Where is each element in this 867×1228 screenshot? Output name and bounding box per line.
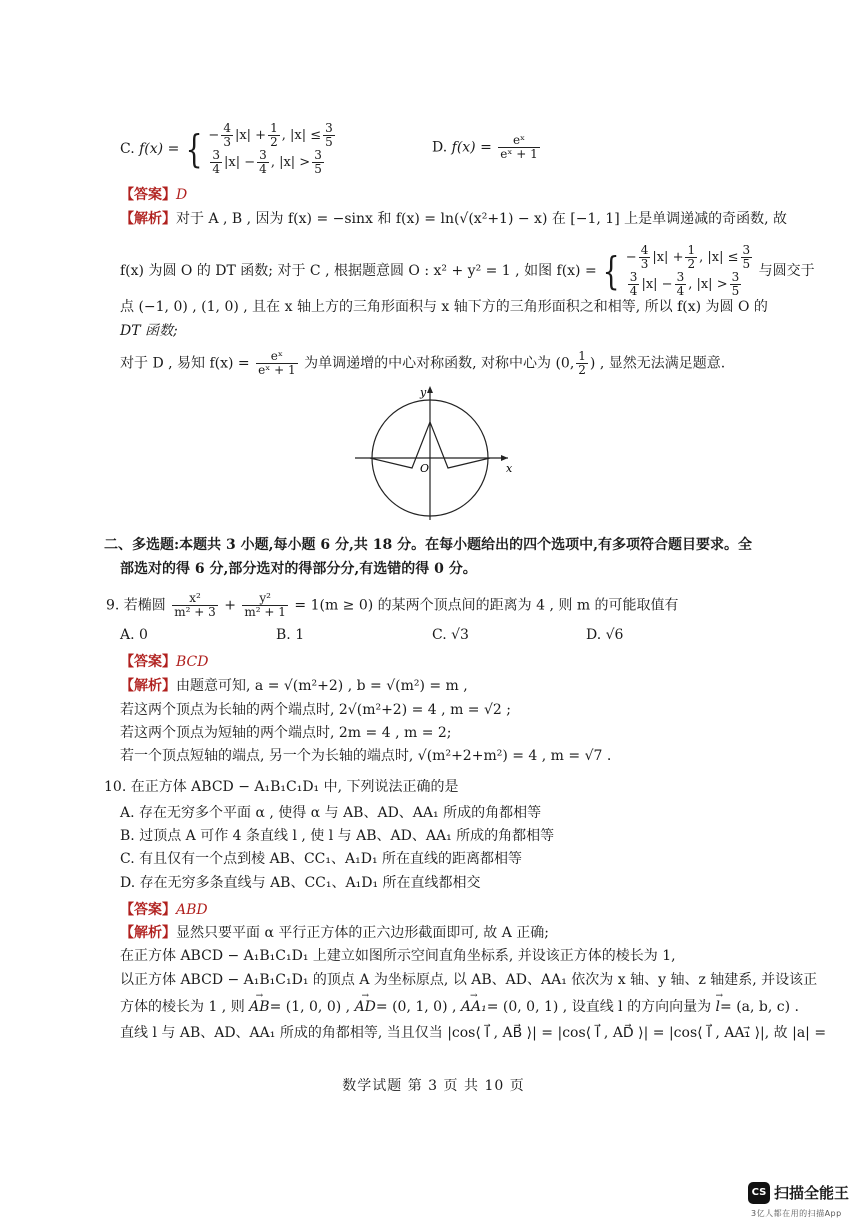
analysis-line: 在正方体 ABCD − A₁B₁C₁D₁ 上建立如图所示空间直角坐标系, 并设该正方体的棱长为 1, — [120, 948, 676, 964]
answer-label: 【答案】BCD — [120, 654, 209, 670]
y-axis-label: y — [420, 386, 427, 399]
q9-option-b: B. 1 — [276, 627, 305, 643]
analysis-line: 若这两个顶点为短轴的两个端点时, 2m = 4 , m = 2; — [120, 725, 452, 741]
analysis-line: 【解析】对于 A , B , 因为 f(x) = −sinx 和 f(x) = ln(√(x²+1) − x) 在 [−1, 1] 上是单调递减的奇函数, 故 — [120, 211, 788, 227]
analysis-line: 【解析】显然只要平面 α 平行正方体的正六边形截面即可, 故 A 正确; — [120, 925, 549, 941]
q9-option-a: A. 0 — [120, 627, 148, 643]
question-9-stem: 9. 若椭圆 $\frac{\text{x²}}{\text{m² + 3}}$ + $\frac{\text{y²}}{\text{m² + 1}}$ = 1(m ≥ 0) 的某两个顶点间的距离为 4 , 则 m 的可能取值有 — [106, 591, 679, 619]
brace: { — [602, 249, 620, 293]
q9-option-c: C. √3 — [432, 627, 469, 643]
option-d: D. f(x) = $\frac{\text{eˣ}}{\text{eˣ + 1}}$ — [432, 133, 538, 161]
analysis-line: 【解析】由题意可知, a = √(m²+2) , b = √(m²) = m , — [120, 678, 468, 694]
brace: { — [185, 127, 203, 171]
analysis-line: 对于 D , 易知 f(x) = $\frac{\text{eˣ}}{\text{eˣ + 1}}$ 为单调递增的中心对称函数, 对称中心为 (0, $\frac{1}{2}$ ) , 显然无法满足题意. — [120, 349, 726, 377]
q10-option-b: B. 过顶点 A 可作 4 条直线 l , 使 l 与 AB、AD、AA₁ 所成的角都相等 — [120, 828, 555, 844]
analysis-line: f(x) 为圆 O 的 DT 函数; 对于 C , 根据题意圆 O : x² + y² = 1 , 如图 f(x) = { − $\frac{4}{3}$ |x| + $\frac{1}{2}$ , |x| ≤ $\frac{3}{5}$ $\frac{3}{4}$ |x| − $\frac{3}{4}$ , |x| > $\frac{3}{5}$ 与圆交于 — [120, 243, 815, 298]
q10-option-c: C. 有且仅有一个点到棱 AB、CC₁、A₁D₁ 所在直线的距离都相等 — [120, 851, 523, 867]
x-axis-label: x — [506, 462, 513, 475]
section-heading: 部选对的得 6 分,部分选对的得部分分,有选错的得 0 分。 — [120, 561, 477, 577]
analysis-line: 点 (−1, 0) , (1, 0) , 且在 x 轴上方的三角形面积与 x 轴下方的三角形面积之和相等, 所以 f(x) 为圆 O 的 — [120, 299, 768, 315]
page-footer: 数学试题 第 3 页 共 10 页 — [342, 1078, 525, 1094]
analysis-line: DT 函数; — [120, 323, 178, 339]
watermark-slogan: 3亿人都在用的扫描App — [751, 1209, 842, 1218]
analysis-line: 若这两个顶点为长轴的两个端点时, 2√(m²+2) = 4 , m = √2 ; — [120, 702, 511, 718]
analysis-line: 以正方体 ABCD − A₁B₁C₁D₁ 的顶点 A 为坐标原点, 以 AB、AD、AA₁ 依次为 x 轴、y 轴、z 轴建系, 并设该正 — [120, 972, 818, 988]
q10-option-a: A. 存在无穷多个平面 α , 使得 α 与 AB、AD、AA₁ 所成的角都相等 — [120, 805, 542, 821]
cs-logo-icon: CS — [748, 1182, 770, 1204]
analysis-line: 若一个顶点短轴的端点, 另一个为长轴的端点时, √(m²+2+m²) = 4 , m = √7 . — [120, 748, 612, 764]
answer-label: 【答案】ABD — [120, 902, 208, 918]
circle-function-figure — [350, 380, 520, 522]
analysis-line: 直线 l 与 AB、AD、AA₁ 所成的角都相等, 当且仅当 |cos⟨ l⃗ , AB⃗ ⟩| = |cos⟨ l⃗ , AD⃗ ⟩| = |cos⟨ l⃗ , AA₁⃗ ⟩|, 故 |a| = — [120, 1025, 827, 1041]
option-c: C. f(x) = { − $\frac{4}{3}$ |x| + $\frac{1}{2}$ , |x| ≤ $\frac{3}{5}$ $\frac{3}{4}$ |x| − $\frac{3}{4}$ , |x| > $\frac{3}{5}$ — [120, 121, 333, 176]
question-10-stem: 10. 在正方体 ABCD − A₁B₁C₁D₁ 中, 下列说法正确的是 — [104, 779, 459, 795]
watermark-name: 扫描全能王 — [774, 1184, 850, 1202]
scanner-watermark — [748, 1180, 860, 1220]
q10-option-d: D. 存在无穷多条直线与 AB、CC₁、A₁D₁ 所在直线都相交 — [120, 875, 481, 891]
origin-label: O — [420, 462, 430, 475]
q9-option-d: D. √6 — [586, 627, 624, 643]
analysis-line: 方体的棱长为 1 , 则 → AB= (1, 0, 0) , → AD= (0, 1, 0) , → AA₁= (0, 0, 1) , 设直线 l 的方向向量为 → l= (a, b, c) . — [120, 998, 799, 1016]
answer-label: 【答案】D — [120, 187, 188, 203]
section-heading: 二、多选题:本题共 3 小题,每小题 6 分,共 18 分。在每小题给出的四个选项中,有多项符合题目要求。全 — [104, 537, 752, 553]
